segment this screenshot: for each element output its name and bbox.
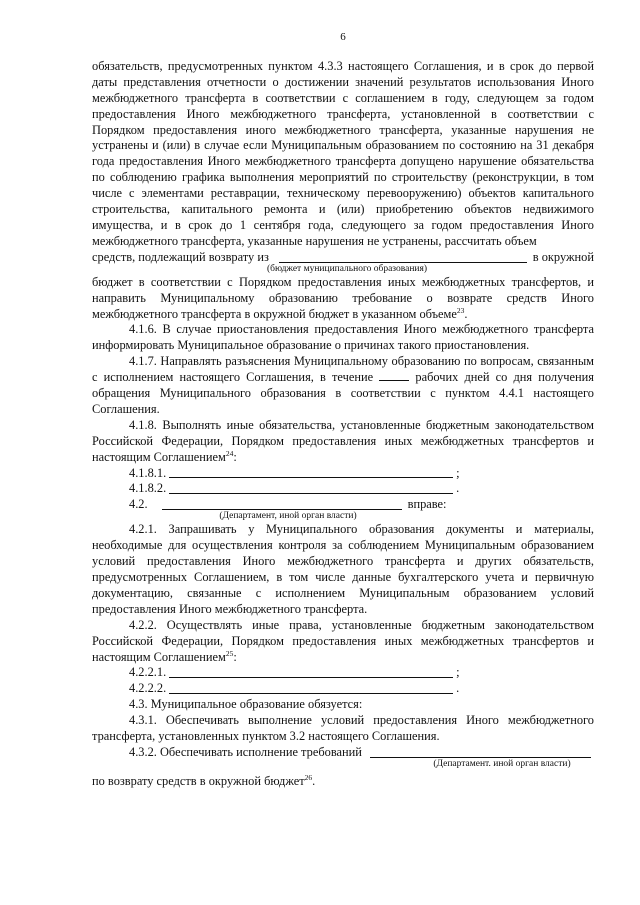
paragraph-4-2-2: 4.2.2. Осуществлять иные права, установленные бюджетным законодательством Российской Федерации, Порядком предоставления иных межбюджетных трансфертов и настоящим Соглашением$^{25}$: [92, 617, 594, 664]
item-4-2-2-1-label: 4.2.2.1. [129, 665, 167, 680]
item-4-2-label: 4.2. [129, 497, 148, 512]
paragraph-4-2-1: 4.2.1. Запрашивать у Муниципального образования документы и материалы, необходимые для осуществления контроля за соблюдением Муниципальным образованием условий предоставления Иного межбюджетного трансферта и других обязательств, предусмотренных Соглашением, в том числе данные бухгалтерского учета и первичную документацию, связанные с исполнением Муниципальным образованием условий предоставления Иного межбюджетного трансферта. [92, 522, 594, 616]
item-4-1-8-2-label: 4.1.8.2. [129, 481, 167, 496]
paragraph-4-3: 4.3. Муниципальное образование обязуется: [129, 697, 363, 712]
dept-blank-2[interactable] [370, 746, 591, 758]
item-4-2-blank[interactable] [162, 498, 402, 510]
paragraph-4-1-7 [92, 354, 594, 418]
page-number: 6 [340, 31, 346, 43]
item-4-2-2-1 [92, 665, 594, 681]
item-4-1-8-2 [92, 481, 594, 497]
item-4-2-2-1-punct: ; [456, 665, 460, 680]
paragraph-4-1-8: 4.1.8. Выполнять иные обязательства, установленные бюджетным законодательством Российской Федерации, Порядком предоставления иных межбюджетных трансфертов и настоящим Соглашением$^{24}$: [92, 417, 594, 464]
return-demand-text: бюджет в соответствии с Порядком предоставления иных межбюджетных трансфертов, и направить Муниципальному образованию требование о возврате средств Иного межбюджетного трансферта в окружной бюджет в указанном объеме [92, 274, 594, 321]
paragraph-4-3-2-cont [92, 774, 594, 790]
p432-cont-text: по возврату средств в окружной бюджет [92, 773, 305, 788]
p417-part-b: рабочих дней со дня получения обращения Муниципального образования в соответствии с пунктом 4.4.1 настоящего Соглашения. [92, 370, 594, 416]
p418-text: 4.1.8. Выполнять иные обязательства, установленные бюджетным законодательством Российской Федерации, Порядком предоставления иных межбюджетных трансфертов и настоящим Соглашением [92, 417, 594, 464]
budget-blank[interactable] [279, 251, 527, 263]
item-4-2-2-1-blank[interactable] [169, 666, 453, 678]
paragraph-return-demand: бюджет в соответствии с Порядком предоставления иных межбюджетных трансфертов, и направить Муниципальному образованию требование о возврате средств Иного межбюджетного трансферта в окружной бюджет в указанном объеме$^{23}$. [92, 274, 594, 321]
return-funds-label: средств, подлежащий возврату из [92, 249, 269, 264]
footnote-ref-24: 24 [225, 448, 234, 458]
p432-text: 4.3.2. Обеспечивать исполнение требований [129, 744, 362, 759]
budget-caption: (бюджет муниципального образования) [266, 263, 428, 274]
p422-text: 4.2.2. Осуществлять иные права, установленные бюджетным законодательством Российской Федерации, Порядком предоставления иных межбюджетных трансфертов и настоящим Соглашением [92, 617, 594, 664]
item-4-1-8-2-blank[interactable] [169, 482, 453, 494]
dept-caption: (Департамент, иной орган власти) [219, 511, 357, 522]
item-4-1-8-1-blank[interactable] [169, 466, 453, 478]
paragraph-obligations: обязательств, предусмотренных пунктом 4.3.3 настоящего Соглашения, и в срок до первой даты представления отчетности о достижении значений результатов использования Иного межбюджетного трансферта в соответствии с соглашением в году, следующем за годом предоставления Иного межбюджетного трансферта, установленной в соответствии с Порядком предоставления иного межбюджетного трансферта, указанные нарушения не устранены и (или) в случае если Муниципальным образованием по состоянию на 31 декабря года предоставления Иного межбюджетного трансферта допущено нарушение обязательства по соблюдению графика выполнения мероприятий по строительству (реконструкции, в том числе с элементами реставрации, техническому перевооружению) объектов капитального строительства, капитального ремонта и (или) приобретению объектов недвижимого имущества, и в срок до 1 сентября года, следующего за годом предоставления Иного межбюджетного трансферта, указанные нарушения не устранены, рассчитать объем [92, 58, 594, 248]
footnote-ref-23: 23 [456, 305, 465, 315]
paragraph-4-3-1: 4.3.1. Обеспечивать выполнение условий предоставления Иного межбюджетного трансферта, установленных пунктом 3.2 настоящего Соглашения. [92, 713, 594, 744]
item-4-2-2-2-punct: . [456, 681, 460, 696]
item-4-2-2-2 [92, 681, 594, 697]
document-page [92, 30, 594, 790]
footnote-ref-25: 25 [225, 648, 234, 658]
p432-end: . [312, 773, 316, 788]
item-4-2-2-2-blank[interactable] [169, 682, 453, 694]
item-4-1-8-1-punct: ; [456, 465, 460, 480]
dept-caption-2: (Департамент. иной орган власти) [433, 758, 571, 769]
return-funds-tail: в окружной [532, 249, 594, 264]
item-4-2-right: вправе: [407, 497, 447, 512]
p417-part-a: 4.1.7. Направлять разъяснения Муниципальному образованию по вопросам, связанным с исполнением настоящего Соглашения, в течение [92, 354, 594, 385]
item-4-2-2-2-label: 4.2.2.2. [129, 681, 167, 696]
footnote-ref-26: 26 [304, 772, 313, 782]
days-blank[interactable] [379, 370, 409, 381]
paragraph-4-1-6: 4.1.6. В случае приостановления предоставления Иного межбюджетного трансферта информировать Муниципальное образование о причинах такого приостановления. [92, 322, 594, 353]
item-4-1-8-1-label: 4.1.8.1. [129, 465, 167, 480]
item-4-1-8-1 [92, 466, 594, 482]
item-4-1-8-2-punct: . [456, 481, 460, 496]
